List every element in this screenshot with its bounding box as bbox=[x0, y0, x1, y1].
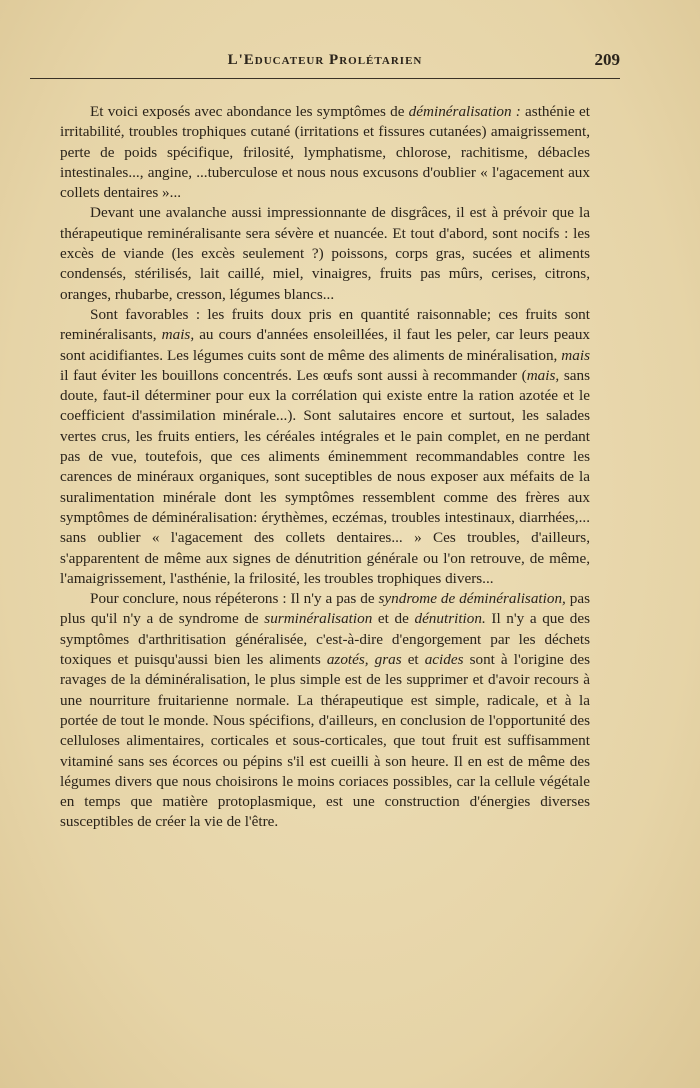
text-run: et de bbox=[372, 610, 415, 628]
text-run: pas plus qu'il n'y a de syndrome de bbox=[60, 590, 590, 628]
paragraph bbox=[60, 589, 590, 833]
text-run: et bbox=[401, 651, 425, 669]
article-body bbox=[60, 102, 590, 833]
italic-text: surminéralisation bbox=[264, 610, 373, 628]
italic-text: déminéralisation : bbox=[408, 103, 521, 120]
page-number: 209 bbox=[594, 50, 620, 69]
italic-text: acides bbox=[424, 651, 464, 669]
text-run: Il n'y a que des symptômes d'arthritisation généralisée, c'est-à-dire d'engorgement par les déchets toxiques et puisqu'aussi bien les aliments bbox=[60, 610, 590, 669]
paragraph bbox=[60, 203, 590, 304]
page-header bbox=[30, 48, 620, 79]
italic-text: mais, bbox=[161, 326, 195, 344]
text-run: Devant une avalanche aussi impressionnante de disgrâces, il est à prévoir que la thérapeutique reminéralisante sera sévère et nuancée. Et tout d'abord, sont nocifs : les excès de viande (les excès seulement ?) poissons, corps gras, sucées et aliments condensés, stérilisés, lait caillé, miel, vinaigres, fruits pas mûrs, cerises, citrons, oranges, rhubarbe, cresson, légumes blancs... bbox=[60, 204, 590, 303]
paragraph bbox=[60, 102, 590, 203]
running-title: L'Educateur Prolétarien bbox=[227, 52, 423, 68]
text-run: asthénie et irritabilité, troubles trophiques cutané (irritations et fissures cutanées) amaigrissement, perte de poids spécifique, frilosité, lymphatisme, chlorose, rachitisme, débacles intestinales..., angine, ...tuberculose et nous nous excusons d'oublier « l'agacement aux collets dentaires »... bbox=[60, 103, 590, 202]
text-run: au cours d'années ensoleillées, il faut les peler, car leurs peaux sont acidifiantes. Les légumes cuits sont de même des aliments de minéralisation, bbox=[60, 326, 591, 364]
italic-text: azotés, gras bbox=[326, 651, 402, 669]
paragraph bbox=[60, 305, 590, 589]
italic-text: mais, bbox=[526, 366, 560, 384]
italic-text: dénutrition. bbox=[414, 610, 486, 628]
text-run: sont à l'origine des ravages de la déminéralisation, le plus simple est de les supprimer et d'avoir recours à une nourriture fruitarienne normale. La thérapeutique est simple, radicale, et à la portée de tout le monde. Nous spécifions, d'ailleurs, en conclusion de l'opportunité des celluloses alimentaires, corticales et sous-corticales, que tout fruit est suffisamment vitaminé sans ses écorces ou pépins s'il est cueilli à son heure. Il en est de même des légumes divers que nous choisirons le moins coriaces possibles, car la cellule végétale en temps que matière protoplasmique, est une construction d'énergies diverses susceptibles de créer la vie de l'être. bbox=[60, 651, 590, 831]
italic-text: syndrome de déminéralisation, bbox=[378, 590, 566, 608]
text-run: sans doute, faut-il déterminer pour eux la corrélation qui existe entre la ration azotée et le coefficient d'assimilation minérale...). Sont salutaires encore et surtout, les salades vertes crus, les fruits entiers, les céréales intégrales et le pain complet, en ne perdant pas de vue, toutefois, que ces aliments éminemment recommandables contre les carences de minéraux organiques, sont suceptibles de nous exposer aux méfaits de la suralimentation minérale dont les symptômes ressemblent comme des frères aux symptômes de déminéralisation: érythèmes, eczémas, troubles intestinaux, diarrhées,... sans oublier « l'agacement des collets dentaires... » Ces troubles, d'ailleurs, s'apparentent de même aux signes de dénutrition générale ou l'on retrouve, de même, l'amaigrissement, l'asthénie, la frilosité, les troubles trophiques divers... bbox=[60, 366, 591, 587]
text-run: Et voici exposés avec abondance les symptômes de bbox=[90, 103, 409, 120]
text-run: il faut éviter les bouillons concentrés. Les œufs sont aussi à recommander ( bbox=[60, 366, 527, 384]
text-run: Sont favorables : les fruits doux pris en quantité raisonnable; ces fruits sont reminéralisants, bbox=[60, 305, 590, 344]
italic-text: mais bbox=[561, 346, 590, 364]
text-run: Pour conclure, nous répéterons : Il n'y a pas de bbox=[90, 590, 379, 608]
